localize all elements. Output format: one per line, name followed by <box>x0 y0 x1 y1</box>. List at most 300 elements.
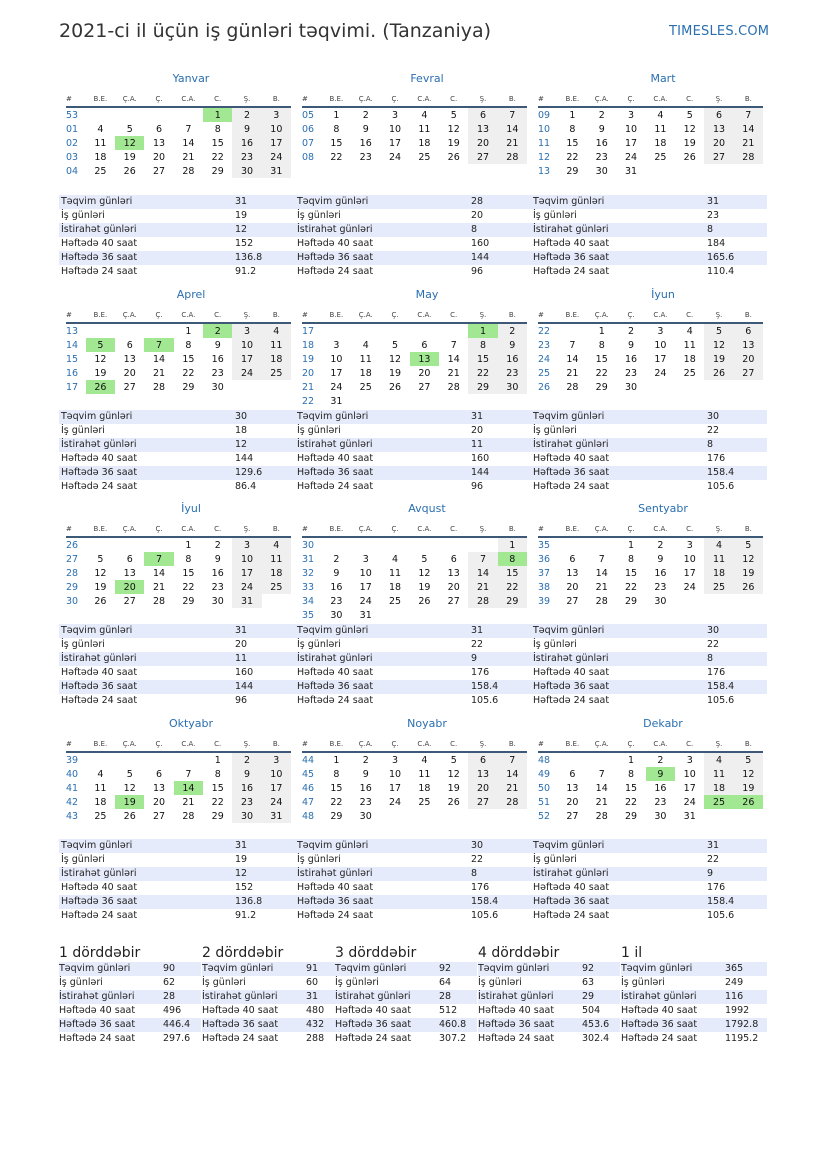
stat-row <box>59 251 295 265</box>
day-cell: 25 <box>683 367 696 379</box>
day-cell: 15 <box>330 137 343 149</box>
day-cell: 18 <box>704 566 733 580</box>
quarter-label: Həftədə 40 saat <box>478 1005 555 1016</box>
weekday-header: C.A. <box>174 308 203 323</box>
day-cell: 22 <box>211 796 224 808</box>
day-cell: 11 <box>359 353 372 365</box>
day-cell: 16 <box>625 353 638 365</box>
stat-value: 176 <box>471 667 490 678</box>
day-cell: 15 <box>625 567 638 579</box>
stat-row <box>59 867 295 881</box>
quarter-value: 92 <box>582 963 595 974</box>
month-name: Dekabr <box>643 717 683 730</box>
quarter-label: Həftədə 36 saat <box>202 1019 279 1030</box>
stat-value: 8 <box>707 653 714 664</box>
empty-cell <box>351 537 380 552</box>
day-cell: 24 <box>262 795 291 809</box>
week-row <box>538 352 763 366</box>
weekday-header: Ş. <box>468 308 497 323</box>
weekday-header: Ç. <box>380 737 409 752</box>
day-cell: 26 <box>94 595 107 607</box>
stat-row <box>59 237 295 251</box>
quarter-row <box>478 962 620 976</box>
stat-value: 105.6 <box>707 481 735 492</box>
quarter-row <box>621 1018 767 1032</box>
day-cell: 23 <box>654 796 667 808</box>
day-cell: 11 <box>262 338 291 352</box>
week-number: 35 <box>538 539 551 551</box>
day-cell: 14 <box>566 353 579 365</box>
stat-row <box>531 410 767 424</box>
week-number: 14 <box>66 339 79 351</box>
quarter-label: Təqvim günləri <box>202 963 274 974</box>
stat-label: Təqvim günləri <box>533 196 605 207</box>
weekday-header: # <box>66 308 86 323</box>
month-name: Noyabr <box>407 717 447 730</box>
day-cell: 25 <box>654 151 667 163</box>
quarter-row <box>621 1032 767 1046</box>
day-cell: 8 <box>628 553 635 565</box>
empty-cell <box>144 752 173 767</box>
day-cell: 5 <box>734 537 763 552</box>
day-cell: 16 <box>654 567 667 579</box>
day-cell: 10 <box>330 353 343 365</box>
day-cell: 13 <box>153 137 166 149</box>
weekday-header: # <box>538 92 558 107</box>
empty-cell <box>704 380 733 394</box>
stat-label: Həftədə 24 saat <box>533 695 610 706</box>
day-cell: 17 <box>232 566 261 580</box>
day-cell: 2 <box>362 109 369 121</box>
week-number: 24 <box>538 353 551 365</box>
stat-row <box>59 652 295 666</box>
quarter-4 <box>621 944 767 1046</box>
week-number: 06 <box>302 123 315 135</box>
quarter-label: İstirahət günləri <box>59 991 135 1002</box>
day-cell: 26 <box>683 151 696 163</box>
month-6 <box>66 502 291 608</box>
stat-value: 158.4 <box>471 681 499 692</box>
day-cell: 17 <box>389 137 402 149</box>
quarter-label: Həftədə 40 saat <box>335 1005 412 1016</box>
day-cell: 13 <box>468 122 497 136</box>
stat-row <box>531 895 767 909</box>
day-cell: 2 <box>203 323 232 338</box>
day-cell: 14 <box>468 566 497 580</box>
quarter-row <box>335 1004 477 1018</box>
day-cell: 9 <box>232 122 261 136</box>
week-number: 32 <box>302 567 315 579</box>
empty-cell <box>351 323 380 338</box>
empty-cell <box>262 594 291 608</box>
stat-label: Həftədə 24 saat <box>297 266 374 277</box>
weekday-header: Ç. <box>616 92 645 107</box>
quarter-row <box>335 962 477 976</box>
day-cell: 10 <box>359 567 372 579</box>
day-cell: 1 <box>628 539 635 551</box>
weekday-header: Ç.A. <box>587 522 616 537</box>
stat-row <box>295 694 531 708</box>
day-cell: 31 <box>359 609 372 621</box>
week-row <box>66 122 291 136</box>
stat-row <box>295 452 531 466</box>
day-cell: 24 <box>389 796 402 808</box>
stat-label: İş günləri <box>533 854 577 865</box>
weekday-header: C. <box>439 522 468 537</box>
month-stats <box>295 839 531 923</box>
stat-value: 176 <box>471 882 490 893</box>
empty-cell <box>262 380 291 394</box>
day-cell: 29 <box>498 594 527 608</box>
day-cell: 6 <box>156 768 163 780</box>
day-cell: 9 <box>362 768 369 780</box>
quarter-row <box>59 1018 201 1032</box>
week-number: 25 <box>538 367 551 379</box>
weekday-header: C. <box>203 92 232 107</box>
stat-value: 144 <box>235 453 254 464</box>
day-cell: 17 <box>389 782 402 794</box>
day-cell: 28 <box>153 381 166 393</box>
day-cell: 25 <box>359 381 372 393</box>
quarter-row <box>59 990 201 1004</box>
day-cell: 4 <box>704 752 733 767</box>
stat-label: İş günləri <box>297 854 341 865</box>
weekday-header: B. <box>262 737 291 752</box>
stat-row <box>531 223 767 237</box>
stat-label: İstirahət günləri <box>297 439 373 450</box>
week-number: 01 <box>66 123 79 135</box>
week-number: 10 <box>538 123 551 135</box>
week-number: 41 <box>66 782 79 794</box>
stat-label: İş günləri <box>61 425 105 436</box>
day-cell: 16 <box>211 567 224 579</box>
stat-value: 158.4 <box>707 896 735 907</box>
week-row <box>66 580 291 594</box>
week-number: 46 <box>302 782 315 794</box>
day-cell: 30 <box>211 381 224 393</box>
week-row <box>66 352 291 366</box>
empty-cell <box>380 809 409 823</box>
day-cell: 23 <box>359 796 372 808</box>
quarter-value: 91 <box>306 963 319 974</box>
stat-value: 96 <box>471 266 484 277</box>
week-row <box>538 537 763 552</box>
stat-row <box>531 867 767 881</box>
month-name: Aprel <box>176 288 206 301</box>
stat-value: 31 <box>471 411 484 422</box>
stat-value: 160 <box>471 453 490 464</box>
empty-cell <box>498 394 527 408</box>
month-2 <box>538 72 763 178</box>
day-cell: 25 <box>389 595 402 607</box>
day-cell: 29 <box>182 595 195 607</box>
day-cell: 30 <box>498 380 527 394</box>
weekday-header: B. <box>262 92 291 107</box>
weekday-header: Ş. <box>232 522 261 537</box>
weekday-header: Ş. <box>468 92 497 107</box>
quarter-label: İş günləri <box>621 977 665 988</box>
week-number: 08 <box>302 151 315 163</box>
day-cell: 30 <box>211 595 224 607</box>
day-cell: 15 <box>566 137 579 149</box>
stat-row <box>531 452 767 466</box>
day-cell: 21 <box>182 151 195 163</box>
day-cell: 18 <box>262 566 291 580</box>
week-row <box>538 380 763 394</box>
day-cell: 1 <box>185 539 192 551</box>
day-cell: 14 <box>498 767 527 781</box>
stat-label: Həftədə 24 saat <box>297 695 374 706</box>
day-cell: 12 <box>704 338 733 352</box>
day-cell: 20 <box>468 136 497 150</box>
empty-cell <box>734 594 763 608</box>
month-stats <box>59 624 295 708</box>
quarter-label: Həftədə 40 saat <box>621 1005 698 1016</box>
stat-value: 105.6 <box>471 695 499 706</box>
month-stats <box>295 410 531 494</box>
day-cell: 12 <box>447 768 460 780</box>
stat-value: 22 <box>707 639 720 650</box>
week-number: 18 <box>302 339 315 351</box>
stat-label: Həftədə 36 saat <box>61 467 138 478</box>
stat-row <box>59 881 295 895</box>
week-number: 51 <box>538 796 551 808</box>
day-cell: 3 <box>686 754 693 766</box>
empty-cell <box>380 608 409 622</box>
empty-cell <box>439 809 468 823</box>
day-cell: 12 <box>447 123 460 135</box>
month-name: Sentyabr <box>638 502 688 515</box>
stat-label: İstirahət günləri <box>297 868 373 879</box>
day-cell: 7 <box>498 107 527 122</box>
month-stats <box>59 195 295 279</box>
week-number: 19 <box>302 353 315 365</box>
quarter-label: Həftədə 36 saat <box>621 1019 698 1030</box>
day-cell: 17 <box>232 352 261 366</box>
day-cell: 8 <box>569 123 576 135</box>
stat-row <box>59 853 295 867</box>
weekday-header: C. <box>675 737 704 752</box>
month-stats <box>59 839 295 923</box>
empty-cell <box>704 164 733 178</box>
week-number: 43 <box>66 810 79 822</box>
weekday-header: B.E. <box>322 737 351 752</box>
stat-label: Həftədə 36 saat <box>297 467 374 478</box>
empty-cell <box>144 537 173 552</box>
stat-row <box>59 480 295 494</box>
week-number: 26 <box>66 539 79 551</box>
stat-label: Həftədə 36 saat <box>533 681 610 692</box>
day-cell: 13 <box>153 782 166 794</box>
day-cell: 27 <box>566 810 579 822</box>
stat-value: 19 <box>235 854 248 865</box>
stat-label: Həftədə 24 saat <box>61 266 138 277</box>
month-name: Oktyabr <box>168 717 214 730</box>
empty-cell <box>439 537 468 552</box>
stat-label: Həftədə 24 saat <box>533 266 610 277</box>
weekday-header: Ç.A. <box>351 92 380 107</box>
week-row <box>302 809 527 823</box>
day-cell: 14 <box>734 122 763 136</box>
day-cell: 17 <box>683 567 696 579</box>
day-cell: 5 <box>126 123 133 135</box>
day-cell: 13 <box>447 567 460 579</box>
week-number: 15 <box>66 353 79 365</box>
stat-row <box>295 867 531 881</box>
weekday-header: B. <box>734 737 763 752</box>
month-name: Fevral <box>410 72 444 85</box>
month-0 <box>66 72 291 178</box>
month-stats <box>59 410 295 494</box>
stat-value: 18 <box>235 425 248 436</box>
day-cell: 25 <box>418 151 431 163</box>
site-logo[interactable]: TIMESLES.COM <box>669 24 770 39</box>
stat-label: Həftədə 40 saat <box>533 453 610 464</box>
empty-cell <box>115 323 144 338</box>
day-cell: 24 <box>262 150 291 164</box>
week-number: 13 <box>538 165 551 177</box>
stat-row <box>295 265 531 279</box>
day-cell: 18 <box>704 781 733 795</box>
empty-cell <box>410 809 439 823</box>
quarter-label: Həftədə 24 saat <box>59 1033 136 1044</box>
stat-row <box>531 638 767 652</box>
quarter-label: Həftədə 36 saat <box>478 1019 555 1030</box>
day-cell: 10 <box>232 552 261 566</box>
day-cell: 29 <box>595 381 608 393</box>
stat-row <box>531 839 767 853</box>
day-cell: 16 <box>498 352 527 366</box>
day-cell: 25 <box>94 165 107 177</box>
day-cell: 10 <box>262 767 291 781</box>
weekday-header: Ç. <box>144 92 173 107</box>
week-number: 48 <box>538 754 551 766</box>
quarter-label: Təqvim günləri <box>59 963 131 974</box>
week-row <box>302 767 527 781</box>
quarter-value: 1792.8 <box>725 1019 759 1030</box>
week-row <box>66 366 291 380</box>
stat-label: İstirahət günləri <box>533 439 609 450</box>
stat-value: 22 <box>707 854 720 865</box>
day-cell: 11 <box>94 782 107 794</box>
quarter-value: 116 <box>725 991 744 1002</box>
day-cell: 3 <box>262 752 291 767</box>
day-cell: 6 <box>126 553 133 565</box>
quarter-title: 1 il <box>621 945 643 961</box>
day-cell: 7 <box>468 552 497 566</box>
day-cell: 20 <box>566 581 579 593</box>
day-cell: 19 <box>389 367 402 379</box>
day-cell: 12 <box>734 552 763 566</box>
day-cell: 2 <box>333 553 340 565</box>
weekday-header: C.A. <box>646 737 675 752</box>
stat-row <box>59 895 295 909</box>
stat-row <box>59 438 295 452</box>
quarter-label: Təqvim günləri <box>335 963 407 974</box>
stat-label: Təqvim günləri <box>297 840 369 851</box>
day-cell: 18 <box>418 137 431 149</box>
day-cell: 24 <box>625 151 638 163</box>
day-cell: 14 <box>174 781 203 795</box>
day-cell: 7 <box>498 752 527 767</box>
quarter-label: İstirahət günləri <box>478 991 554 1002</box>
empty-cell <box>410 394 439 408</box>
weekday-header: # <box>66 522 86 537</box>
stat-label: Təqvim günləri <box>297 411 369 422</box>
week-row <box>66 150 291 164</box>
week-row <box>66 566 291 580</box>
day-cell: 13 <box>566 567 579 579</box>
day-cell: 19 <box>94 367 107 379</box>
day-cell: 21 <box>566 367 579 379</box>
stat-row <box>531 237 767 251</box>
week-number: 40 <box>66 768 79 780</box>
day-cell: 24 <box>232 580 261 594</box>
quarter-row <box>335 990 477 1004</box>
weekday-header: # <box>302 92 322 107</box>
day-cell: 30 <box>232 164 261 178</box>
day-cell: 31 <box>683 810 696 822</box>
day-cell: 3 <box>232 537 261 552</box>
weekday-header: B.E. <box>86 92 115 107</box>
day-cell: 15 <box>182 353 195 365</box>
weekday-header: C.A. <box>410 737 439 752</box>
month-table <box>66 522 291 608</box>
day-cell: 5 <box>704 323 733 338</box>
stat-value: 20 <box>235 639 248 650</box>
day-cell: 12 <box>123 782 136 794</box>
week-row <box>302 366 527 380</box>
stat-row <box>295 251 531 265</box>
month-8 <box>538 502 763 608</box>
day-cell: 13 <box>734 338 763 352</box>
quarter-row <box>478 1018 620 1032</box>
week-row <box>302 352 527 366</box>
stat-value: 31 <box>235 840 248 851</box>
weekday-header: Ç. <box>616 522 645 537</box>
stat-label: Həftədə 40 saat <box>533 238 610 249</box>
day-cell: 21 <box>153 367 166 379</box>
day-cell: 4 <box>657 109 664 121</box>
day-cell: 31 <box>330 395 343 407</box>
day-cell: 11 <box>654 123 667 135</box>
day-cell: 24 <box>654 367 667 379</box>
month-1 <box>302 72 527 164</box>
day-cell: 27 <box>123 595 136 607</box>
day-cell: 22 <box>468 366 497 380</box>
day-cell: 1 <box>214 754 221 766</box>
stat-row <box>59 624 295 638</box>
day-cell: 19 <box>734 781 763 795</box>
day-cell: 12 <box>734 767 763 781</box>
day-cell: 8 <box>598 339 605 351</box>
day-cell: 22 <box>182 367 195 379</box>
week-row <box>66 809 291 823</box>
stat-value: 96 <box>471 481 484 492</box>
stat-label: Həftədə 36 saat <box>297 681 374 692</box>
week-row <box>302 150 527 164</box>
weekday-header: B. <box>734 522 763 537</box>
month-table <box>538 92 763 178</box>
quarter-value: 512 <box>439 1005 458 1016</box>
stat-label: Təqvim günləri <box>61 625 133 636</box>
day-cell: 29 <box>330 810 343 822</box>
stat-label: İş günləri <box>297 639 341 650</box>
day-cell: 27 <box>734 366 763 380</box>
stat-label: Təqvim günləri <box>61 196 133 207</box>
day-cell: 15 <box>625 782 638 794</box>
quarter-value: 307.2 <box>439 1033 467 1044</box>
